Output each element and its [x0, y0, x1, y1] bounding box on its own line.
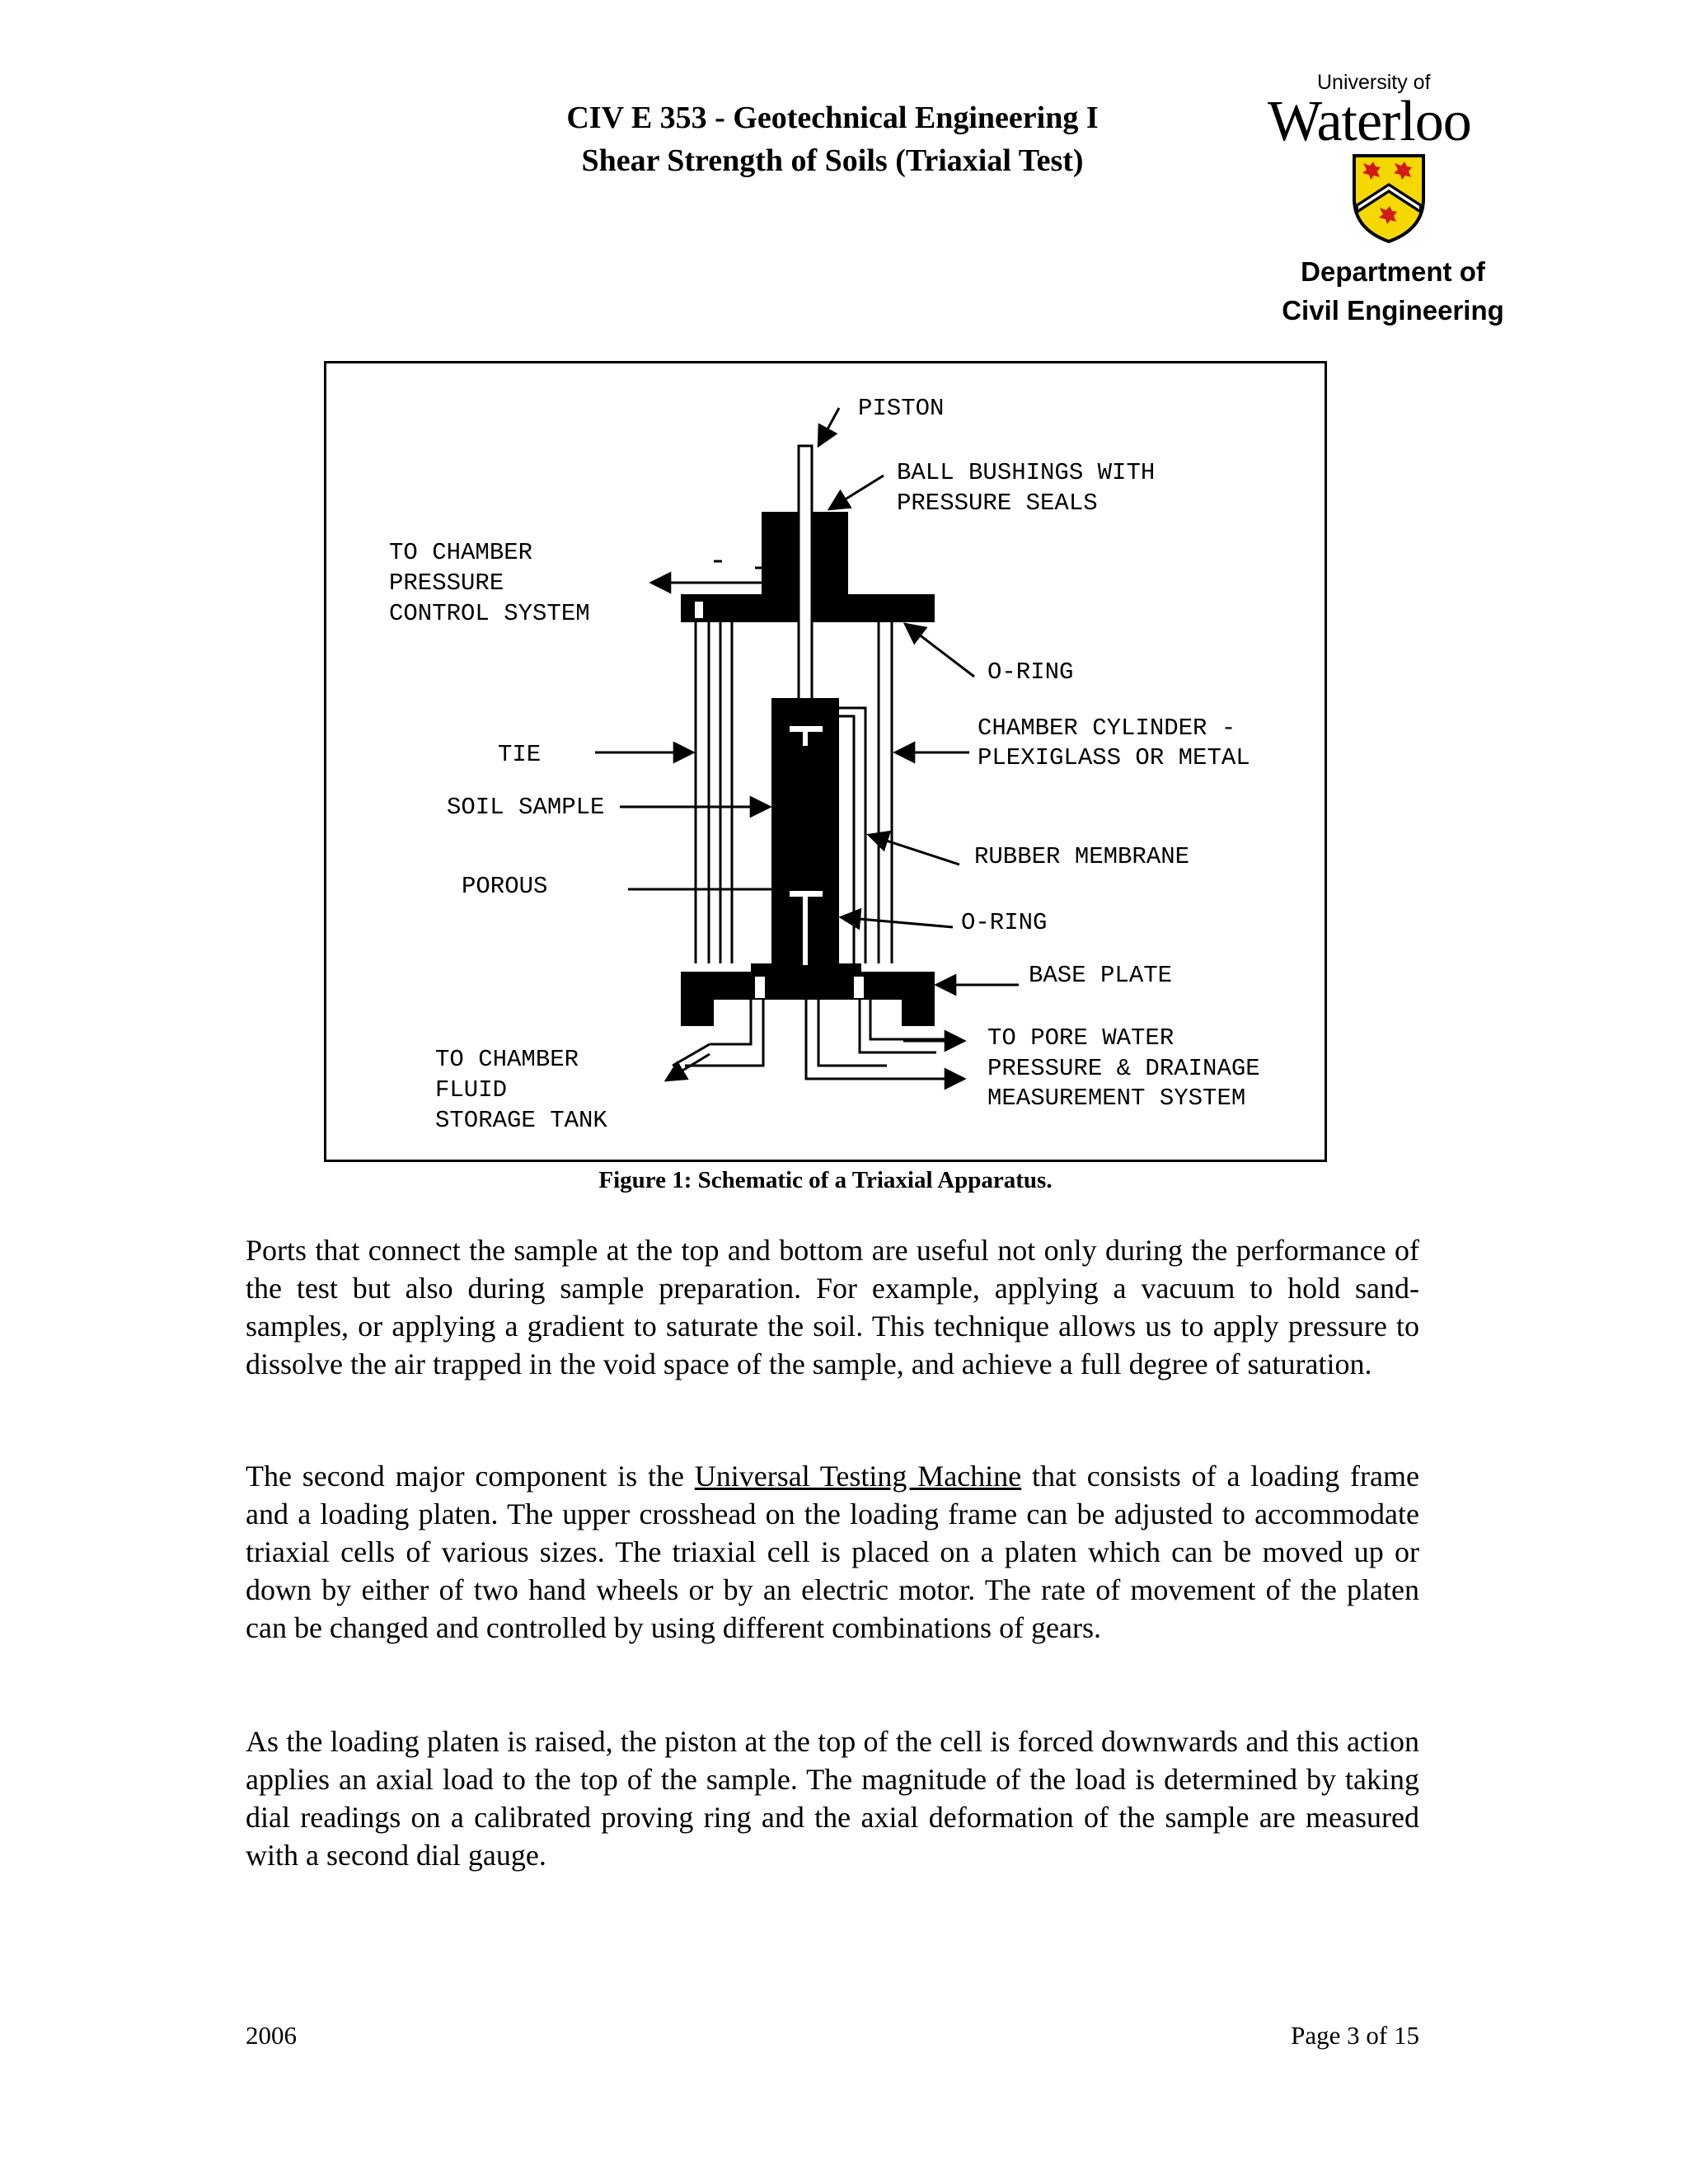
paragraph-2: [246, 1457, 1419, 1647]
label-base-plate: BASE PLATE: [1029, 962, 1173, 989]
triaxial-schematic: [326, 363, 1325, 1160]
label-fluid-tank-2: FLUID: [435, 1076, 508, 1104]
footer-page-number: Page 3 of 15: [1291, 2021, 1419, 2050]
label-ball-bushings-2: PRESSURE SEALS: [897, 490, 1098, 517]
paragraph-2-start: The second major component is the: [246, 1460, 695, 1493]
label-pore-water-3: MEASUREMENT SYSTEM: [987, 1085, 1246, 1112]
label-chamber-pressure-3: CONTROL SYSTEM: [389, 600, 590, 627]
footer-year: 2006: [246, 2021, 297, 2050]
label-o-ring-bottom: O-RING: [961, 909, 1048, 936]
label-o-ring-top: O-RING: [987, 658, 1074, 686]
figure-frame: [324, 361, 1327, 1162]
label-ball-bushings-1: BALL BUSHINGS WITH: [897, 459, 1156, 486]
paragraph-1: Ports that connect the sample at the top and bottom are useful not only during the performance of the test but also during sample preparation. For example, applying a vacuum to hold sand-samples, or applying a gradient to saturate the soil. This technique allows us to apply pressure to dissolve the air trapped in the void space of the sample, and achieve a full degree of saturation.: [246, 1234, 1419, 1380]
label-rubber-membrane: RUBBER MEMBRANE: [974, 843, 1190, 870]
label-porous: POROUS: [462, 873, 548, 900]
universal-testing-machine-term: Universal Testing Machine: [694, 1460, 1022, 1493]
logo-university-of: University of: [1317, 71, 1431, 94]
label-fluid-tank-3: STORAGE TANK: [435, 1107, 607, 1134]
label-tie: TIE: [498, 741, 542, 768]
logo-waterloo: Waterloo: [1268, 90, 1471, 153]
label-pore-water-1: TO PORE WATER: [987, 1024, 1175, 1052]
label-chamber-pressure-2: PRESSURE: [389, 569, 504, 597]
label-fluid-tank-1: TO CHAMBER: [435, 1046, 579, 1073]
figure-caption: Figure 1: Schematic of a Triaxial Apparatus.: [598, 1167, 1053, 1193]
paragraph-3: As the loading platen is raised, the piston at the top of the cell is forced downwards and this action applies an axial load to the top of the sample. The magnitude of the load is determined by taking dial readings on a calibrated proving ring and the axial deformation of the sample are measured with a second dial gauge.: [246, 1725, 1419, 1872]
label-chamber-cylinder-2: PLEXIGLASS OR METAL: [978, 744, 1250, 771]
label-chamber-pressure-1: TO CHAMBER: [389, 539, 533, 566]
department-line-1: Department of: [1301, 256, 1485, 287]
crest-icon: [1352, 153, 1426, 244]
course-title: CIV E 353 - Geotechnical Engineering I: [566, 101, 1099, 135]
label-pore-water-2: PRESSURE & DRAINAGE: [987, 1055, 1260, 1082]
department-line-2: Civil Engineering: [1282, 295, 1504, 326]
label-piston: PISTON: [858, 395, 945, 422]
label-chamber-cylinder-1: CHAMBER CYLINDER -: [978, 715, 1236, 742]
base-plate: [681, 972, 935, 1026]
document-title: Shear Strength of Soils (Triaxial Test): [581, 143, 1084, 178]
label-soil-sample: SOIL SAMPLE: [447, 794, 605, 821]
paragraph-2-end: that consists of a loading frame and a loading platen. The upper crosshead on the loading frame can be adjusted to accommodate triaxial cells of various sizes. The triaxial cell is placed on a platen which can be moved up or down by either of two hand wheels or by an electric motor. The rate of movement of the platen can be changed and controlled by using different combinations of gears.: [246, 1460, 1419, 1644]
